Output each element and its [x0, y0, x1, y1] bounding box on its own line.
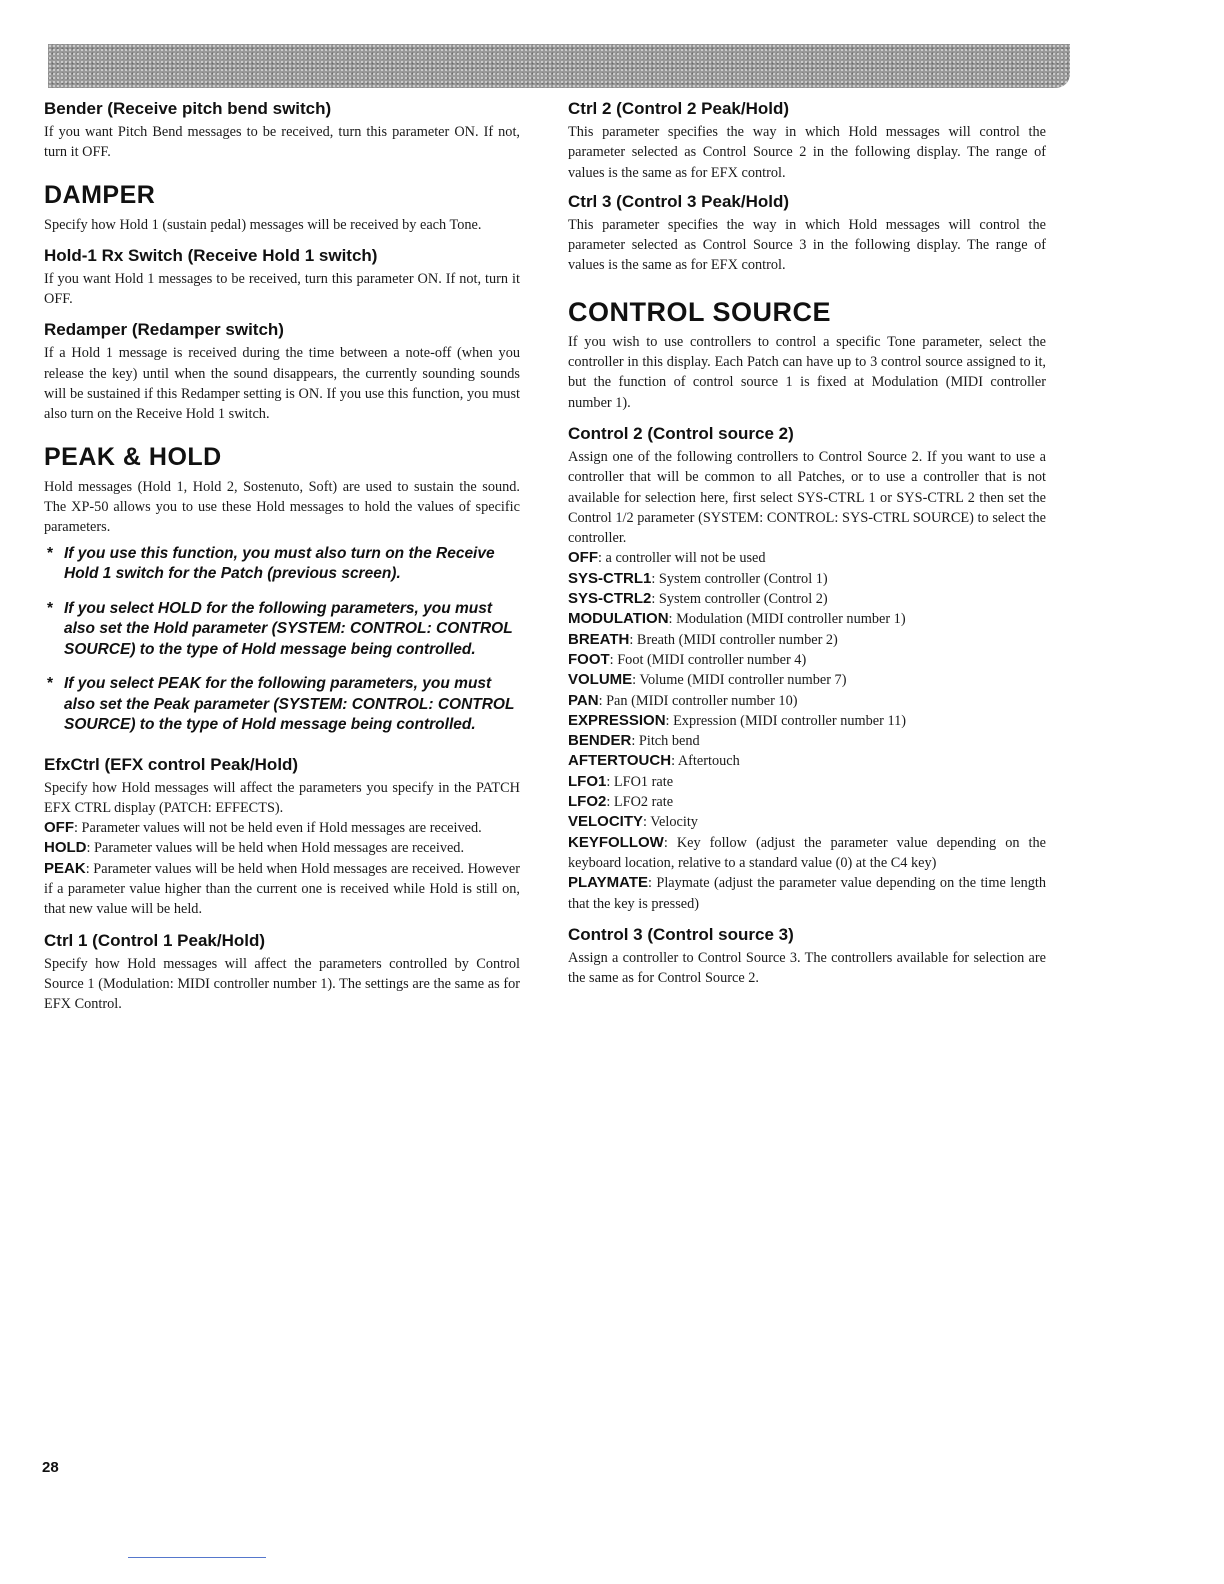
option-desc: : Velocity	[643, 814, 698, 831]
damper-heading: DAMPER	[44, 180, 156, 209]
footer-rule	[128, 1557, 266, 1558]
efxctrl-heading: EfxCtrl (EFX control Peak/Hold)	[44, 754, 299, 774]
controller-option	[568, 812, 1046, 832]
option-term: LFO2	[568, 793, 607, 811]
option-term: BENDER	[568, 732, 632, 750]
controller-option	[568, 630, 1046, 650]
option-term: SYS-CTRL1	[568, 569, 652, 587]
left-column	[44, 98, 520, 1015]
ctrl1-text: Specify how Hold messages will affect the parameters controlled by Control Source 1 (Modulation: MIDI controller number 1). The settings are the same as for EFX Control.	[44, 955, 520, 1013]
controller-option	[568, 589, 1046, 609]
hold-term: HOLD	[44, 839, 87, 857]
option-term: AFTERTOUCH	[568, 752, 672, 770]
damper-intro: Specify how Hold 1 (sustain pedal) messages will be received by each Tone.	[44, 216, 482, 233]
control2-text: Assign one of the following controllers to Control Source 2. If you want to use a controller that will be common to all Patches, or to use a controller that is not available for selection here, first select SYS-CTRL 1 or SYS-CTRL 2 then set the Control 1/2 parameter (SYSTEM: CONTROL: SYS-CTRL SOURCE) to select the controller.	[568, 448, 1046, 547]
option-desc: : Breath (MIDI controller number 2)	[629, 631, 838, 648]
redamper-text: If a Hold 1 message is received during the time between a note-off (when you release the key) until when the sound disappears, the currently sounding sounds will be sustained if this Redamper setting is ON. If you use this function, you must also turn on the Receive Hold 1 switch.	[44, 345, 520, 423]
right-column	[568, 98, 1046, 988]
option-desc: : Volume (MIDI controller number 7)	[632, 672, 847, 689]
efxctrl-hold	[44, 838, 520, 858]
off-text: : Parameter values will not be held even if Hold messages are received.	[74, 820, 482, 837]
hold-text: : Parameter values will be held when Hold messages are received.	[86, 840, 465, 857]
controller-option	[568, 873, 1046, 914]
controller-option	[568, 691, 1046, 711]
ctrl1-heading: Ctrl 1 (Control 1 Peak/Hold)	[44, 930, 266, 950]
bender-heading: Bender (Receive pitch bend switch)	[44, 99, 332, 118]
bender-text: If you want Pitch Bend messages to be received, turn this parameter ON. If not, turn it OFF.	[44, 124, 520, 161]
controller-option	[568, 650, 1046, 670]
option-term: VELOCITY	[568, 813, 644, 831]
option-desc: : a controller will not be used	[598, 550, 766, 567]
option-desc: : System controller (Control 2)	[651, 591, 828, 608]
controller-option	[568, 833, 1046, 874]
option-term: PAN	[568, 691, 599, 709]
redamper-heading: Redamper (Redamper switch)	[44, 320, 284, 340]
note-2-text: If you select HOLD for the following parameters, you must also set the Hold parameter (SYSTEM: CONTROL: CONTROL SOURCE) to the type of Hold message being controlled.	[64, 599, 513, 658]
page-number: 28	[42, 1459, 59, 1476]
peak-hold-heading: PEAK & HOLD	[44, 442, 222, 471]
note-star: *	[47, 599, 54, 617]
hold1-heading: Hold-1 Rx Switch (Receive Hold 1 switch)	[44, 245, 378, 265]
option-term: FOOT	[568, 650, 610, 668]
peak-hold-intro: Hold messages (Hold 1, Hold 2, Sostenuto, Soft) are used to sustain the sound. The XP-50 allows you to use these Hold messages to hold the values of specific parameters.	[44, 478, 520, 536]
ctrl2-text: This parameter specifies the way in which Hold messages will control the parameter selected as Control Source 2 in the following display. The range of values is the same as for EFX control.	[568, 124, 1046, 181]
option-desc: : Playmate (adjust the parameter value depending on the time length that the key is pressed)	[568, 875, 1046, 912]
off-term: OFF	[44, 819, 74, 837]
control-source-intro: If you wish to use controllers to control a specific Tone parameter, select the controller in this display. Each Patch can have up to 3 control source assigned to it, but the function of control source 1 is fixed at Modulation (MIDI controller number 1).	[568, 333, 1046, 411]
option-desc: : Aftertouch	[671, 753, 740, 770]
controller-option	[568, 731, 1046, 751]
option-desc: : LFO2 rate	[606, 794, 674, 811]
note-star: *	[47, 675, 54, 693]
controller-option	[568, 569, 1046, 589]
hold1-text: If you want Hold 1 messages to be received, turn this parameter ON. If not, turn it OFF.	[44, 270, 520, 308]
option-term: OFF	[568, 549, 598, 567]
controller-option	[568, 609, 1046, 629]
ctrl3-text: This parameter specifies the way in which Hold messages will control the parameter selected as Control Source 3 in the following display. The range of values is the same as for EFX control.	[568, 216, 1046, 274]
controller-option	[568, 751, 1046, 771]
option-desc: : Foot (MIDI controller number 4)	[609, 651, 807, 668]
note-1-text: If you use this function, you must also turn on the Receive Hold 1 switch for the Patch (previous screen).	[64, 544, 495, 583]
option-term: KEYFOLLOW	[568, 833, 664, 851]
control-source-heading: CONTROL SOURCE	[568, 296, 832, 327]
option-desc: : Expression (MIDI controller number 11)	[665, 712, 907, 729]
option-desc: : System controller (Control 1)	[651, 570, 828, 587]
option-desc: : Pitch bend	[631, 733, 700, 750]
note-2	[44, 599, 520, 661]
controller-option	[568, 711, 1046, 731]
control3-text: Assign a controller to Control Source 3. The controllers available for selection are the same as for Control Source 2.	[568, 949, 1046, 987]
option-desc: : Modulation (MIDI controller number 1)	[668, 611, 906, 628]
note-1	[44, 544, 520, 585]
option-term: PLAYMATE	[568, 874, 649, 892]
efxctrl-peak	[44, 859, 520, 920]
efxctrl-off	[44, 818, 520, 838]
ctrl3-heading: Ctrl 3 (Control 3 Peak/Hold)	[568, 191, 790, 211]
option-term: EXPRESSION	[568, 711, 666, 729]
header-banner	[48, 44, 1070, 88]
ctrl2-heading: Ctrl 2 (Control 2 Peak/Hold)	[568, 99, 790, 118]
peak-text: : Parameter values will be held when Hold messages are received. However if a parameter value higher than the current one is received while Hold is still on, that new value will be held.	[44, 860, 520, 918]
peak-term: PEAK	[44, 859, 86, 877]
option-term: SYS-CTRL2	[568, 590, 652, 608]
option-desc: : Pan (MIDI controller number 10)	[598, 692, 798, 709]
option-term: VOLUME	[568, 671, 633, 689]
note-star: *	[47, 544, 54, 562]
note-3	[44, 674, 520, 736]
controller-option	[568, 792, 1046, 812]
efxctrl-text: Specify how Hold messages will affect the parameters you specify in the PATCH EFX CTRL display (PATCH: EFFECTS).	[44, 779, 520, 816]
controller-option	[568, 772, 1046, 792]
option-term: MODULATION	[568, 610, 669, 628]
option-term: BREATH	[568, 630, 630, 648]
option-term: LFO1	[568, 772, 607, 790]
controller-options-list	[568, 548, 1046, 913]
option-desc: : LFO1 rate	[606, 773, 674, 790]
controller-option	[568, 548, 1046, 568]
control3-heading: Control 3 (Control source 3)	[568, 924, 794, 944]
option-desc: : Key follow (adjust the parameter value depending on the keyboard location, relative to a standard value (0) at the C4 key)	[568, 834, 1046, 871]
control2-heading: Control 2 (Control source 2)	[568, 423, 794, 443]
controller-option	[568, 670, 1046, 690]
note-3-text: If you select PEAK for the following parameters, you must also set the Peak parameter (SYSTEM: CONTROL: CONTROL SOURCE) to the type of Hold message being controlled.	[64, 675, 515, 734]
